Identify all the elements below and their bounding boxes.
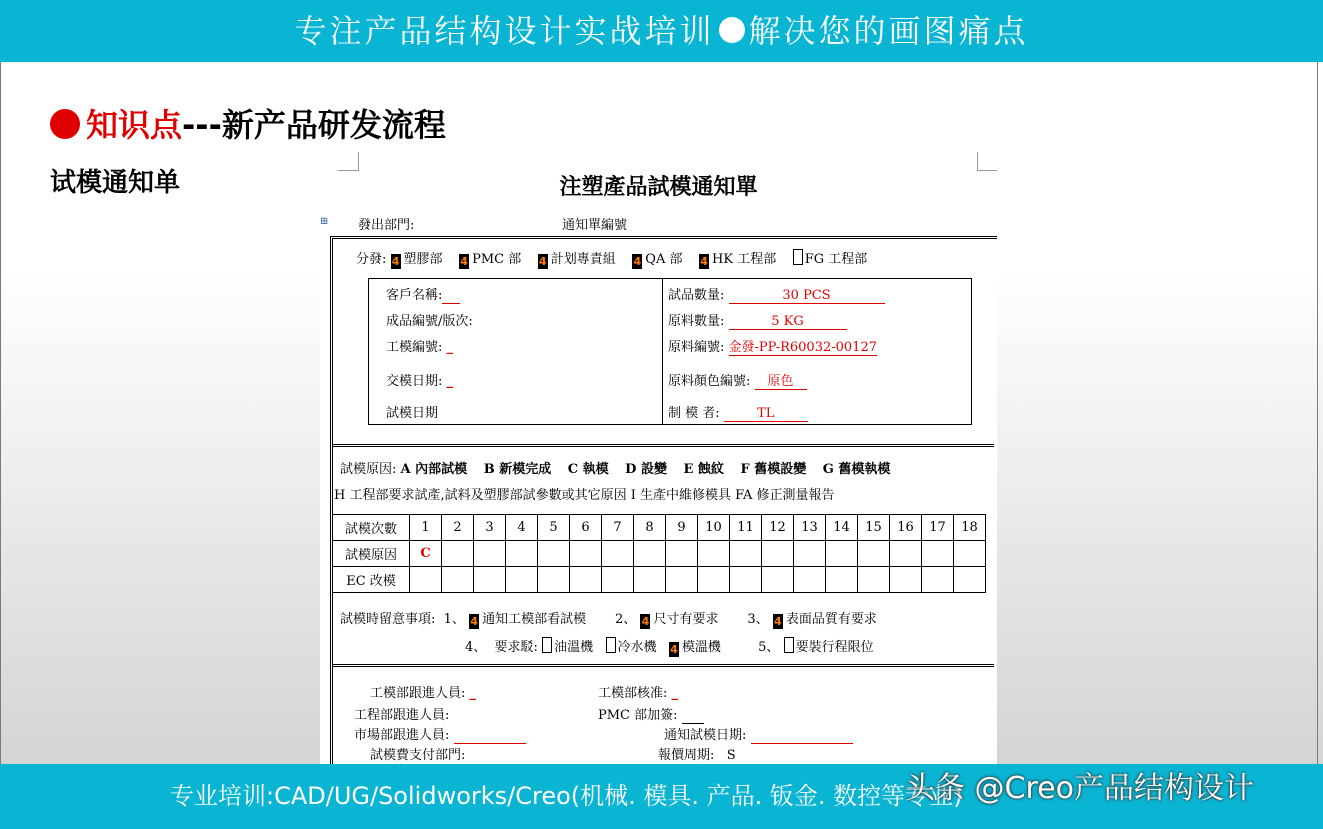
dist-label: 分發: — [356, 252, 387, 267]
dist-item: 4 HK 工程部 — [700, 252, 777, 268]
maker-field: 制 模 者: TL — [668, 402, 808, 422]
checkbox-checked-icon: 4 — [470, 615, 478, 628]
count-cell: 5 — [538, 515, 570, 541]
pmc-sign-field: PMC 部加簽: — [598, 704, 704, 724]
section-divider — [332, 444, 994, 447]
customer-field: 客戶名稱: — [386, 284, 460, 304]
market-follow-field: 市場部跟進人員: — [354, 724, 526, 744]
banner-right-text: 解决您的画图痛点 — [748, 12, 1029, 50]
section-divider — [332, 664, 994, 667]
reason-cell: C — [410, 541, 442, 567]
count-cell: 14 — [826, 515, 858, 541]
count-cell: 4 — [506, 515, 538, 541]
checkbox-checked-icon: 4 — [538, 255, 547, 268]
course-text: 专业培训:CAD/UG/Solidworks/Creo(机械. 模具. 产品. 钣金. 数控等专业) — [170, 782, 963, 810]
trial-notice-document — [320, 152, 997, 764]
dept-label: 發出部門: — [358, 218, 415, 233]
fee-dept-field: 試模費支付部門: — [370, 748, 466, 763]
circle-icon — [719, 17, 745, 43]
notes-line-1: 試模時留意事項: 1、 4 通知工模部看試模 2、 4 尺寸有要求 3、 4 表面品質有要求 — [340, 612, 877, 628]
frame-line-left — [0, 62, 1, 764]
trial-count-grid — [332, 514, 986, 593]
count-cell: 15 — [858, 515, 890, 541]
mold-follow-field: 工模部跟進人員: _ — [370, 686, 477, 701]
trial-date-field: 試模日期 — [386, 406, 439, 421]
row-label: 試模原因 — [333, 541, 410, 567]
delivery-date-field: 交模日期: _ — [386, 374, 454, 389]
row-label: EC 改模 — [333, 567, 410, 593]
count-cell: 17 — [922, 515, 954, 541]
info-divider — [662, 278, 663, 425]
row-label: 試模次數 — [333, 515, 410, 541]
notes-line-2: 4、 要求駁: 油溫機 冷水機 4 模溫機 5、 要裝行程限位 — [465, 636, 874, 657]
count-cell: 10 — [698, 515, 730, 541]
checkbox-empty-icon — [606, 637, 616, 653]
count-cell: 7 — [602, 515, 634, 541]
count-cell: 1 — [410, 515, 442, 541]
reason-line-1: 試模原因: A 內部試模 B 新模完成 C 執模 D 設變 E 蝕紋 F 舊模設變 G 舊模執模 — [340, 462, 891, 477]
frame-line-right — [1317, 62, 1318, 764]
reason-line-2: H 工程部要求試產,試料及塑膠部試參數或其它原因 I 生產中維修模具 FA 修正測量報告 — [334, 488, 835, 503]
material-qty-field: 原料數量: 5 KG — [668, 310, 847, 330]
color-no-field: 原料顏色編號: 原色 — [668, 370, 807, 390]
eng-follow-field: 工程部跟進人員: — [354, 708, 450, 723]
checkbox-empty-icon — [793, 249, 803, 265]
count-cell: 11 — [730, 515, 762, 541]
notice-date-field: 通知試模日期: — [664, 724, 853, 744]
doc-title: 注塑產品試模通知單 — [559, 174, 758, 200]
banner-left-text: 专注产品结构设计实战培训 — [294, 12, 715, 50]
checkbox-checked-icon: 4 — [391, 255, 400, 268]
dist-item: 4 計划專責組 — [538, 252, 616, 268]
count-cell: 12 — [762, 515, 794, 541]
checkbox-checked-icon: 4 — [670, 643, 678, 656]
checkbox-checked-icon: 4 — [633, 255, 642, 268]
page-corner-mark — [338, 152, 359, 171]
count-cell: 6 — [570, 515, 602, 541]
count-cell: 16 — [890, 515, 922, 541]
count-cell: 13 — [794, 515, 826, 541]
sample-qty-field: 試品數量: 30 PCS — [668, 284, 885, 304]
page-corner-mark — [977, 152, 997, 171]
table-row — [333, 567, 986, 593]
checkbox-checked-icon: 4 — [700, 255, 708, 268]
watermark: 头条 @Creo产品结构设计 — [905, 771, 1254, 806]
mold-no-field: 工模編號: _ — [386, 340, 454, 355]
distribution-row — [356, 248, 867, 269]
quote-period-field: 報價周期: S — [658, 748, 736, 763]
count-cell: 18 — [954, 515, 986, 541]
count-cell: 3 — [474, 515, 506, 541]
heading-rest: ---新产品研发流程 — [182, 106, 446, 144]
notice-no-label: 通知單編號 — [562, 218, 628, 233]
slide-heading — [50, 100, 446, 146]
heading-red: 知识点 — [86, 106, 183, 144]
table-row — [333, 515, 986, 541]
checkbox-checked-icon: 4 — [774, 615, 782, 628]
dist-item: 4 PMC 部 — [460, 252, 522, 268]
bottom-banner — [0, 764, 1323, 829]
count-cell: 2 — [442, 515, 474, 541]
red-dot-icon — [50, 109, 80, 139]
product-no-field: 成品編號/版次: — [386, 314, 473, 329]
top-banner — [0, 0, 1323, 62]
dist-item: FG 工程部 — [793, 252, 868, 267]
mold-approve-field: 工模部核准: _ — [598, 686, 679, 701]
slide-subheading: 试模通知单 — [50, 168, 181, 198]
count-cell: 9 — [666, 515, 698, 541]
checkbox-empty-icon — [542, 637, 552, 653]
checkbox-checked-icon: 4 — [460, 255, 468, 268]
dist-item: 4 QA 部 — [633, 252, 683, 268]
material-no-field: 原料編號: 金發-PP-R60032-00127 — [668, 336, 877, 356]
table-anchor-icon: ⊞ — [320, 216, 329, 227]
checkbox-empty-icon — [784, 637, 794, 653]
count-cell: 8 — [634, 515, 666, 541]
dist-item: 4 塑膠部 — [391, 252, 443, 268]
checkbox-checked-icon: 4 — [641, 615, 650, 628]
table-row — [333, 541, 986, 567]
